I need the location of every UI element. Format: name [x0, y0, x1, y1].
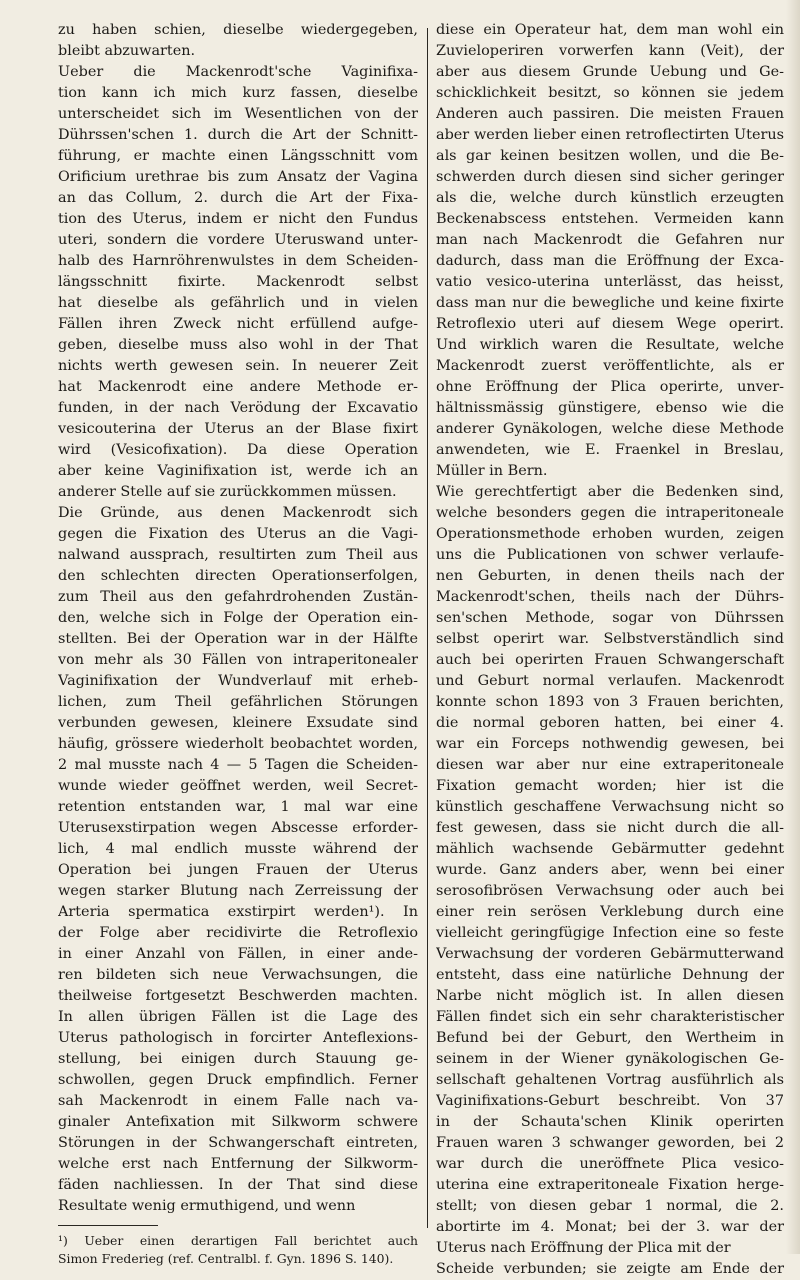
- right-column-text-line: konnte schon 1893 von 3 Frauen berichten,: [436, 694, 784, 710]
- left-column-text-line: der Folge aber recidivirte die Retroflexio: [58, 925, 418, 941]
- left-column-text-line: den schlechten directen Operationserfolgen,: [58, 568, 418, 584]
- left-column-text-line: uteri, sondern die vordere Uteruswand unter-: [58, 232, 418, 248]
- right-column-text-line: als die, welche durch künstlich erzeugten: [436, 190, 784, 206]
- left-column-text-line: Uterus pathologisch in forcirter Anteflexions-: [58, 1030, 418, 1046]
- right-column-text-line: serosofibrösen Verwachsung oder auch bei: [436, 883, 784, 899]
- right-column-text-line: welche besonders gegen die intraperitoneale: [436, 505, 784, 521]
- left-column-text-line: welche erst nach Entfernung der Silkworm-: [58, 1156, 418, 1172]
- right-column-text-line: uterina eine extraperitoneale Fixation herge-: [436, 1177, 784, 1193]
- left-column-text-line: tion des Uterus, indem er nicht den Fundus: [58, 211, 418, 227]
- right-column-text-line: wurde. Ganz anders aber, wenn bei einer: [436, 862, 784, 878]
- left-column-text-line: Fällen ihren Zweck nicht erfüllend aufge-: [58, 316, 418, 332]
- right-column-text-line: Scheide verbunden; sie zeigte am Ende der: [436, 1261, 784, 1277]
- left-column-text-line: zu haben schien, dieselbe wiedergegeben,: [58, 22, 418, 38]
- left-column-text-line: sah Mackenrodt in einem Falle nach va-: [58, 1093, 418, 1109]
- right-column-text-line: als gar keinen besitzen wollen, und die Be-: [436, 148, 784, 164]
- right-column-text-line: war durch die uneröffnete Plica vesico-: [436, 1156, 784, 1172]
- right-column-text-line: Anderen auch passiren. Die meisten Frauen: [436, 106, 784, 122]
- left-column-text-line: schwollen, gegen Druck empfindlich. Ferner: [58, 1072, 418, 1088]
- right-column-text-line: vielleicht geringfügige Infection eine so feste: [436, 925, 784, 941]
- left-column-text-line: stellten. Bei der Operation war in der Hälfte: [58, 631, 418, 647]
- left-column-text-line: hat dieselbe als gefährlich und in vielen: [58, 295, 418, 311]
- right-column-text-line: Vaginifixations-Geburt beschreibt. Von 37: [436, 1093, 784, 1109]
- right-column-text-line: Uterus nach Eröffnung der Plica mit der: [436, 1240, 731, 1256]
- footnote-separator: [58, 1225, 158, 1226]
- left-column-text-line: zum Theil aus den gefahrdrohenden Zustän-: [58, 589, 418, 605]
- left-column-text-line: hat Mackenrodt eine andere Methode er-: [58, 379, 418, 395]
- right-column-text-line: dadurch, dass man die Eröffnung der Exca-: [436, 253, 784, 269]
- left-column-text-line: nalwand aussprach, resultirten zum Theil aus: [58, 547, 418, 563]
- right-column-text-line: sen'schen Methode, sogar von Dührssen: [436, 610, 784, 626]
- right-column-text-line: Operationsmethode erhoben wurden, zeigen: [436, 526, 784, 542]
- right-column-text-line: abortirte im 4. Monat; bei der 3. war der: [436, 1219, 784, 1235]
- left-column-text-line: Die Gründe, aus denen Mackenrodt sich: [58, 505, 418, 521]
- right-column-text-line: ohne Eröffnung der Plica operirte, unver-: [436, 379, 784, 395]
- right-column-text-line: selbst operirt war. Selbstverständlich sind: [436, 631, 784, 647]
- right-column-text-line: anderer Gynäkologen, welche diese Methode: [436, 421, 784, 437]
- right-column-text-line: diesen war aber nur eine extraperitoneale: [436, 757, 784, 773]
- right-column-text-line: Müller in Bern.: [436, 463, 548, 479]
- right-column-text-line: Verwachsung der vorderen Gebärmutterwand: [436, 946, 784, 962]
- right-column-text-line: dass man nur die bewegliche und keine fixirte: [436, 295, 784, 311]
- left-text-column: [58, 20, 418, 1268]
- right-text-column: [436, 20, 784, 1280]
- left-column-text-line: funden, in der nach Verödung der Excavatio: [58, 400, 418, 416]
- right-column-text-line: die normal geboren hatten, bei einer 4.: [436, 715, 784, 731]
- right-column-text-line: in der Schauta'schen Klinik operirten: [436, 1114, 784, 1130]
- left-column-text-line: In allen übrigen Fällen ist die Lage des: [58, 1009, 418, 1025]
- right-column-text-line: aber werden lieber einen retroflectirten Uterus: [436, 127, 784, 143]
- left-column-text-line: tion kann ich mich kurz fassen, dieselbe: [58, 85, 418, 101]
- left-column-text-line: ren bildeten sich neue Verwachsungen, die: [58, 967, 418, 983]
- left-column-text-line: aber keine Vaginifixation ist, werde ich an: [58, 463, 418, 479]
- right-column-text-line: aber aus diesem Grunde Uebung und Ge-: [436, 64, 784, 80]
- left-column-text-line: lich, 4 mal endlich musste während der: [58, 841, 418, 857]
- left-column-text-line: den, welche sich in Folge der Operation ein-: [58, 610, 418, 626]
- footnote-line: ¹) Ueber einen derartigen Fall berichtet auch: [58, 1233, 418, 1248]
- right-column-text-line: uns die Publicationen von schwer verlaufe-: [436, 547, 784, 563]
- page-edge-shadow: [786, 0, 800, 1254]
- right-column-text-line: schicklichkeit besitzt, so können sie jedem: [436, 85, 784, 101]
- left-column-text-line: wird (Vesicofixation). Da diese Operation: [58, 442, 418, 458]
- right-column-text-line: Fällen findet sich ein sehr charakteristischer: [436, 1009, 784, 1025]
- left-column-text-line: Arteria spermatica exstirpirt werden¹). In: [58, 904, 418, 920]
- footnote: [58, 1232, 418, 1268]
- left-column-text-line: verbunden gewesen, kleinere Exsudate sind: [58, 715, 418, 731]
- left-column-text-line: vesicouterina der Uterus an der Blase fixirt: [58, 421, 418, 437]
- right-column-text-line: fest gewesen, dass sie nicht durch die all-: [436, 820, 784, 836]
- left-column-text-line: wunde wieder geöffnet werden, weil Secret-: [58, 778, 418, 794]
- right-column-text-line: sellschaft gehaltenen Vortrag ausführlich als: [436, 1072, 784, 1088]
- left-column-text-line: Orificium urethrae bis zum Ansatz der Vagina: [58, 169, 418, 185]
- right-column-text-line: vatio vesico-uterina unterlässt, das heisst,: [436, 274, 784, 290]
- right-column-text-line: und Geburt normal verlaufen. Mackenrodt: [436, 673, 784, 689]
- left-column-text-line: ginaler Antefixation mit Silkworm schwere: [58, 1114, 418, 1130]
- right-column-text-line: Narbe nicht möglich ist. In allen diesen: [436, 988, 784, 1004]
- right-column-text-line: Fixation gemacht worden; hier ist die: [436, 778, 784, 794]
- left-column-text-line: von mehr als 30 Fällen von intraperitonealer: [58, 652, 418, 668]
- right-column-text-line: Und wirklich waren die Resultate, welche: [436, 337, 784, 353]
- left-column-text-line: nichts werth gewesen sein. In neuerer Zeit: [58, 358, 418, 374]
- right-column-text-line: Mackenrodt zuerst veröffentlichte, als er: [436, 358, 784, 374]
- right-column-text-line: Beckenabscess entstehen. Vermeiden kann: [436, 211, 784, 227]
- left-column-text-line: retention entstanden war, 1 mal war eine: [58, 799, 418, 815]
- left-column-text-line: führung, er machte einen Längsschnitt vom: [58, 148, 418, 164]
- left-column-text-line: häufig, grössere wiederholt beobachtet worden,: [58, 736, 418, 752]
- left-column-text-line: bleibt abzuwarten.: [58, 43, 196, 59]
- right-column-text-line: Frauen waren 3 schwanger geworden, bei 2: [436, 1135, 784, 1151]
- right-column-text-line: Zuvieloperiren vorwerfen kann (Veit), der: [436, 43, 784, 59]
- right-column-text-line: man nach Mackenrodt die Gefahren nur: [436, 232, 784, 248]
- right-column-text-line: künstlich geschaffene Verwachsung nicht so: [436, 799, 784, 815]
- right-column-text-line: anwendeten, wie E. Fraenkel in Breslau,: [436, 442, 784, 458]
- right-column-text-line: schwerden durch diesen sind sicher geringer: [436, 169, 784, 185]
- left-column-text-line: Störungen in der Schwangerschaft eintreten,: [58, 1135, 418, 1151]
- left-column-text-line: längsschnitt fixirte. Mackenrodt selbst: [58, 274, 418, 290]
- right-column-text-line: einer rein serösen Verklebung durch eine: [436, 904, 784, 920]
- right-column-text-line: seinem in der Wiener gynäkologischen Ge-: [436, 1051, 784, 1067]
- left-column-text-line: Operation bei jungen Frauen der Uterus: [58, 862, 418, 878]
- column-divider: [427, 28, 428, 1228]
- right-column-text-line: Retroflexio uteri auf diesem Wege operirt.: [436, 316, 784, 332]
- left-column-text-line: stellung, bei einigen durch Stauung ge-: [58, 1051, 418, 1067]
- left-column-text-line: an das Collum, 2. durch die Art der Fixa-: [58, 190, 418, 206]
- left-column-text-line: geben, dieselbe muss also wohl in der That: [58, 337, 418, 353]
- left-column-text-line: Vaginifixation der Wundverlauf mit erheb-: [58, 673, 418, 689]
- left-column-text-line: gegen die Fixation des Uterus an die Vagi-: [58, 526, 418, 542]
- right-column-text-line: Mackenrodt'schen, theils nach der Dührs-: [436, 589, 784, 605]
- right-column-text-line: stellt; von diesen gebar 1 normal, die 2.: [436, 1198, 784, 1214]
- right-column-text-line: auch bei operirten Frauen Schwangerschaft: [436, 652, 784, 668]
- left-column-text-line: fäden nachliessen. In der That sind diese: [58, 1177, 418, 1193]
- right-column-text-line: hältnissmässig günstigere, ebenso wie die: [436, 400, 784, 416]
- right-column-text-line: mählich wachsende Gebärmutter gedehnt: [436, 841, 784, 857]
- left-column-text-line: lichen, zum Theil gefährlichen Störungen: [58, 694, 418, 710]
- left-column-text-line: in einer Anzahl von Fällen, in einer ande-: [58, 946, 418, 962]
- right-column-text-line: diese ein Operateur hat, dem man wohl ein: [436, 22, 784, 38]
- left-column-text-line: halb des Harnröhrenwulstes in dem Scheiden-: [58, 253, 418, 269]
- right-column-text-line: entsteht, dass eine natürliche Dehnung der: [436, 967, 784, 983]
- left-column-text-line: Ueber die Mackenrodt'sche Vaginifixa-: [58, 64, 418, 80]
- left-column-text-line: Dührssen'schen 1. durch die Art der Schnitt-: [58, 127, 418, 143]
- right-column-text-line: nen Geburten, in denen theils nach der: [436, 568, 784, 584]
- left-column-text-line: unterscheidet sich im Wesentlichen von der: [58, 106, 418, 122]
- left-column-text-line: wegen starker Blutung nach Zerreissung der: [58, 883, 418, 899]
- left-column-text-line: Resultate wenig ermuthigend, und wenn: [58, 1198, 356, 1214]
- right-column-text-line: war ein Forceps nothwendig gewesen, bei: [436, 736, 784, 752]
- footnote-line: Simon Frederieg (ref. Centralbl. f. Gyn. 1896 S. 140).: [58, 1251, 394, 1266]
- right-column-text-line: Wie gerechtfertigt aber die Bedenken sind,: [436, 484, 784, 500]
- left-column-text-line: 2 mal musste nach 4 — 5 Tagen die Scheiden-: [58, 757, 418, 773]
- right-column-text-line: Befund bei der Geburt, den Wertheim in: [436, 1030, 784, 1046]
- left-column-text-line: anderer Stelle auf sie zurückkommen müssen.: [58, 484, 397, 500]
- left-column-text-line: theilweise fortgesetzt Beschwerden machten.: [58, 988, 418, 1004]
- left-column-text-line: Uterusexstirpation wegen Abscesse erforder-: [58, 820, 418, 836]
